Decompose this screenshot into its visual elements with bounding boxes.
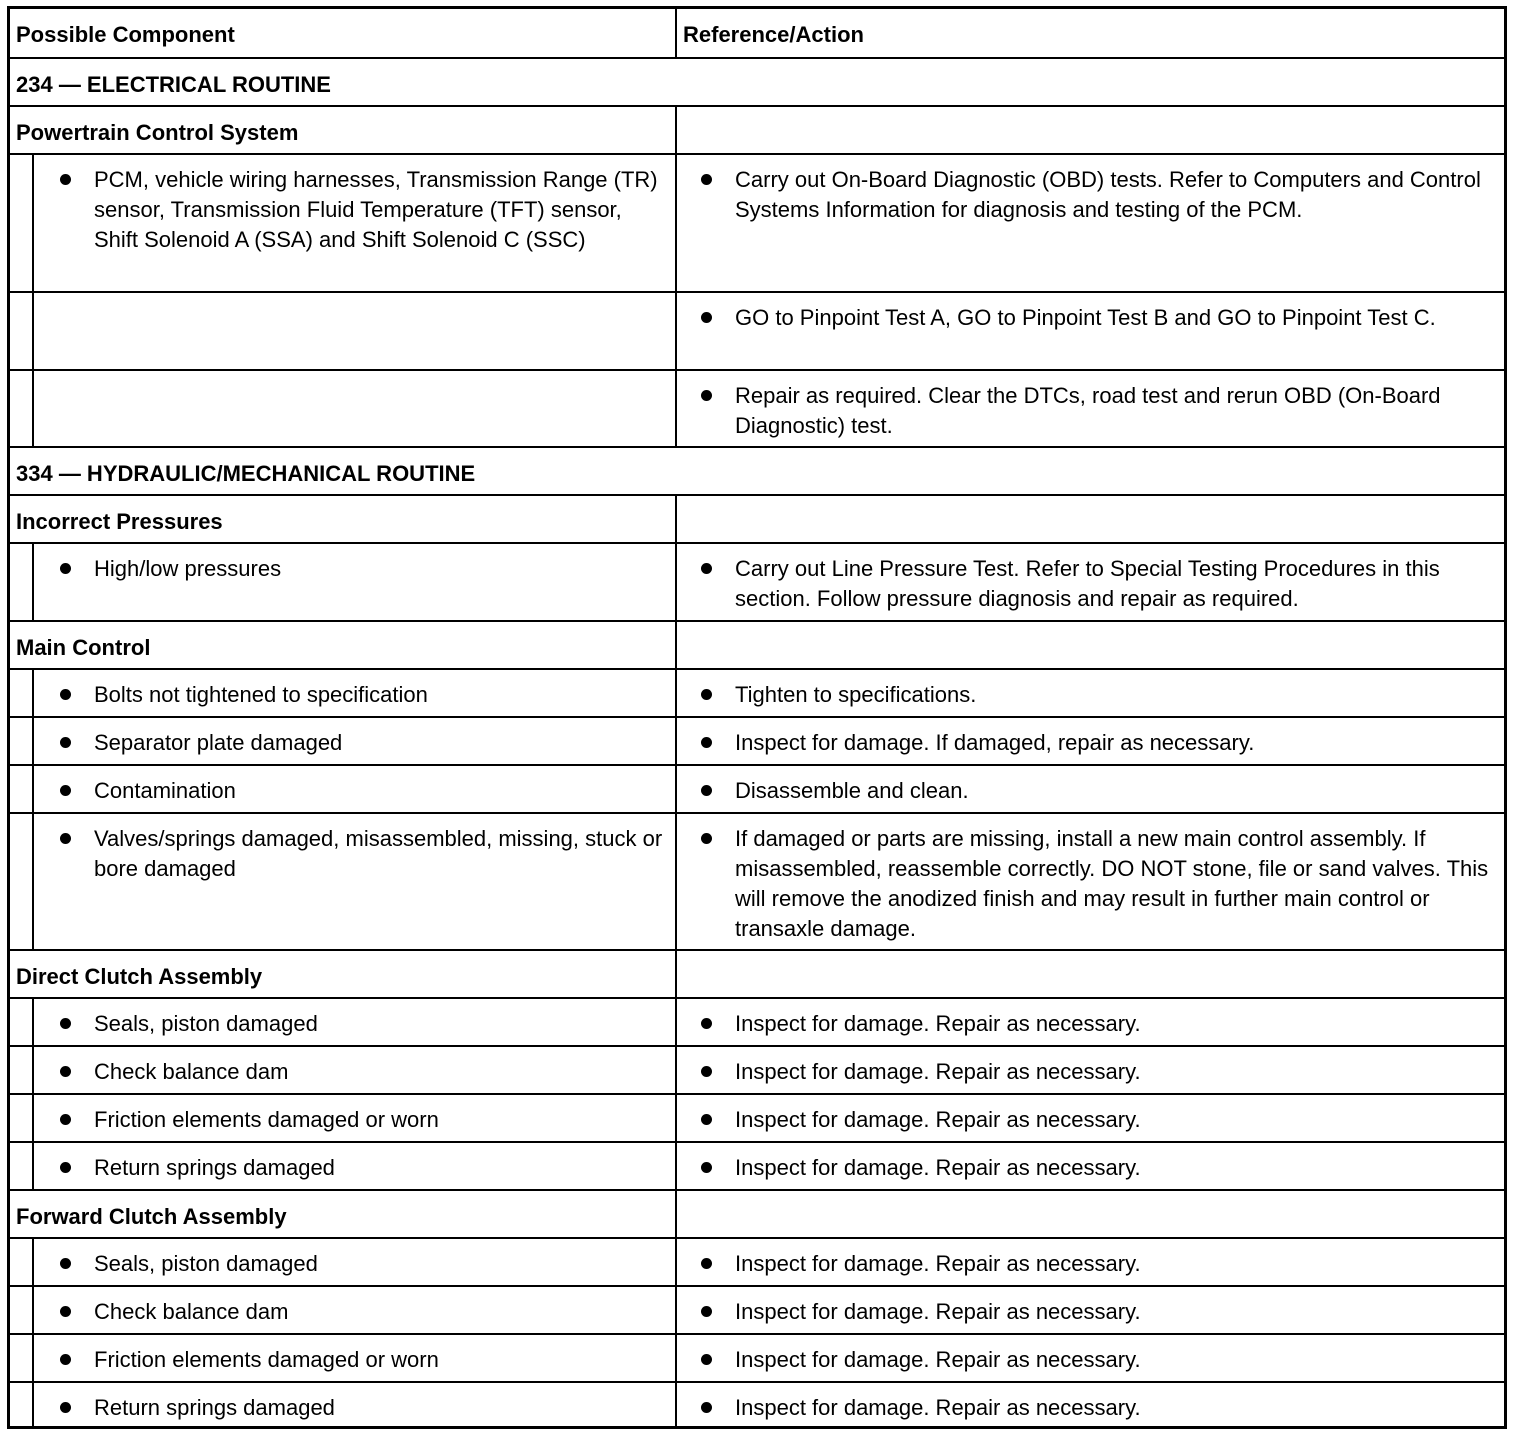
bullet-icon [701, 1258, 712, 1269]
indent-rail [10, 544, 34, 620]
table-row [10, 1381, 1504, 1426]
bullet-icon [701, 1162, 712, 1173]
action-cell [677, 1335, 1504, 1381]
table-row [10, 997, 1504, 1045]
table-row [10, 1141, 1504, 1189]
action-cell [677, 718, 1504, 764]
group-action-empty [677, 107, 1504, 153]
indent-rail [10, 1095, 34, 1141]
bullet-icon [60, 1066, 71, 1077]
action-cell [677, 1287, 1504, 1333]
action-text: Tighten to specifications. [735, 682, 977, 707]
action-cell [677, 155, 1504, 291]
component-text: Return springs damaged [94, 1395, 335, 1420]
component-text: PCM, vehicle wiring harnesses, Transmission Range (TR) sensor, Transmission Fluid Temperature (TFT) sensor, Shift Solenoid A (SSA) and Shift Solenoid C (SSC) [94, 167, 658, 252]
bullet-icon [701, 312, 712, 323]
bullet-icon [701, 1402, 712, 1413]
component-cell [10, 814, 677, 949]
component-cell [10, 155, 677, 291]
component-cell [10, 718, 677, 764]
component-text: Separator plate damaged [94, 730, 343, 755]
bullet-icon [701, 1354, 712, 1365]
table-row [10, 369, 1504, 446]
group-row [10, 949, 1504, 997]
action-text: If damaged or parts are missing, install a new main control assembly. If misassembled, reassemble correctly. DO NOT stone, file or sand valves. This will remove the anodized finish and may result in further main control or transaxle damage. [735, 826, 1489, 941]
action-cell [677, 1095, 1504, 1141]
bullet-icon [60, 737, 71, 748]
diagnosis-table [7, 6, 1507, 1429]
bullet-icon [701, 1018, 712, 1029]
indent-rail [10, 1335, 34, 1381]
indent-rail [10, 999, 34, 1045]
bullet-icon [60, 1018, 71, 1029]
group-title: Forward Clutch Assembly [10, 1191, 677, 1237]
action-text: Inspect for damage. Repair as necessary. [735, 1059, 1141, 1084]
table-row [10, 153, 1504, 291]
section-row [10, 57, 1504, 105]
action-cell [677, 544, 1504, 620]
action-text: Disassemble and clean. [735, 778, 969, 803]
bullet-icon [701, 390, 712, 401]
section-row [10, 446, 1504, 494]
table-row [10, 1237, 1504, 1285]
component-text: Check balance dam [94, 1059, 289, 1084]
table-row [10, 1333, 1504, 1381]
indent-rail [10, 766, 34, 812]
indent-rail [10, 1287, 34, 1333]
action-text: Inspect for damage. Repair as necessary. [735, 1155, 1141, 1180]
component-text: Contamination [94, 778, 236, 803]
component-text: Friction elements damaged or worn [94, 1347, 439, 1372]
bullet-icon [701, 174, 712, 185]
action-cell [677, 371, 1504, 446]
section-title: 334 — HYDRAULIC/MECHANICAL ROUTINE [16, 461, 476, 486]
action-cell [677, 293, 1504, 369]
component-cell [10, 544, 677, 620]
indent-rail [10, 1383, 34, 1426]
action-text: Carry out Line Pressure Test. Refer to Special Testing Procedures in this section. Follow pressure diagnosis and repair as required. [735, 556, 1440, 611]
bullet-icon [60, 833, 71, 844]
indent-rail [10, 1143, 34, 1189]
action-text: Inspect for damage. Repair as necessary. [735, 1395, 1141, 1420]
group-title: Powertrain Control System [10, 107, 677, 153]
bullet-icon [60, 1402, 71, 1413]
action-cell [677, 999, 1504, 1045]
table-row [10, 542, 1504, 620]
table-row [10, 291, 1504, 369]
bullet-icon [701, 689, 712, 700]
component-cell [10, 1287, 677, 1333]
group-action-empty [677, 951, 1504, 997]
action-cell [677, 670, 1504, 716]
component-text: Seals, piston damaged [94, 1011, 318, 1036]
group-title: Direct Clutch Assembly [10, 951, 677, 997]
component-cell [10, 670, 677, 716]
action-text: Inspect for damage. Repair as necessary. [735, 1011, 1141, 1036]
component-cell [10, 1383, 677, 1426]
header-possible-component: Possible Component [10, 9, 677, 57]
table-row [10, 668, 1504, 716]
component-cell [10, 1047, 677, 1093]
bullet-icon [701, 785, 712, 796]
table-row [10, 1045, 1504, 1093]
indent-rail [10, 293, 34, 369]
table-row [10, 716, 1504, 764]
group-title: Main Control [10, 622, 677, 668]
bullet-icon [60, 689, 71, 700]
component-cell [10, 1335, 677, 1381]
section-title: 234 — ELECTRICAL ROUTINE [16, 72, 331, 97]
action-text: GO to Pinpoint Test A, GO to Pinpoint Test B and GO to Pinpoint Test C. [735, 305, 1436, 330]
indent-rail [10, 718, 34, 764]
group-row [10, 620, 1504, 668]
group-action-empty [677, 622, 1504, 668]
bullet-icon [60, 174, 71, 185]
table-row [10, 812, 1504, 949]
group-action-empty [677, 1191, 1504, 1237]
component-cell [10, 1239, 677, 1285]
bullet-icon [701, 563, 712, 574]
action-cell [677, 1047, 1504, 1093]
table-row [10, 1093, 1504, 1141]
component-text: Friction elements damaged or worn [94, 1107, 439, 1132]
indent-rail [10, 1047, 34, 1093]
bullet-icon [60, 785, 71, 796]
component-text: Seals, piston damaged [94, 1251, 318, 1276]
table-row [10, 1285, 1504, 1333]
bullet-icon [60, 1258, 71, 1269]
action-cell [677, 1383, 1504, 1426]
action-text: Repair as required. Clear the DTCs, road test and rerun OBD (On-Board Diagnostic) test. [735, 383, 1441, 438]
component-text: Check balance dam [94, 1299, 289, 1324]
bullet-icon [60, 563, 71, 574]
bullet-icon [60, 1162, 71, 1173]
indent-rail [10, 670, 34, 716]
table-row [10, 764, 1504, 812]
group-row [10, 105, 1504, 153]
component-text: Return springs damaged [94, 1155, 335, 1180]
component-text: Bolts not tightened to specification [94, 682, 428, 707]
component-cell [10, 999, 677, 1045]
action-text: Inspect for damage. If damaged, repair as necessary. [735, 730, 1255, 755]
action-text: Carry out On-Board Diagnostic (OBD) tests. Refer to Computers and Control Systems Information for diagnosis and testing of the PCM. [735, 167, 1481, 222]
table-header-row [10, 9, 1504, 57]
indent-rail [10, 371, 34, 446]
bullet-icon [701, 1066, 712, 1077]
group-title: Incorrect Pressures [10, 496, 677, 542]
indent-rail [10, 814, 34, 949]
component-text: High/low pressures [94, 556, 282, 581]
bullet-icon [701, 1306, 712, 1317]
group-row [10, 494, 1504, 542]
action-text: Inspect for damage. Repair as necessary. [735, 1347, 1141, 1372]
header-reference-action: Reference/Action [683, 22, 864, 47]
group-row [10, 1189, 1504, 1237]
bullet-icon [60, 1306, 71, 1317]
component-cell [10, 293, 677, 369]
component-cell [10, 1143, 677, 1189]
group-action-empty [677, 496, 1504, 542]
action-cell [677, 814, 1504, 949]
action-text: Inspect for damage. Repair as necessary. [735, 1299, 1141, 1324]
component-cell [10, 766, 677, 812]
indent-rail [10, 1239, 34, 1285]
component-text: Valves/springs damaged, misassembled, missing, stuck or bore damaged [94, 826, 663, 881]
indent-rail [10, 155, 34, 291]
bullet-icon [701, 737, 712, 748]
action-cell [677, 1239, 1504, 1285]
component-cell [10, 1095, 677, 1141]
bullet-icon [701, 1114, 712, 1125]
component-cell [10, 371, 677, 446]
action-cell [677, 1143, 1504, 1189]
action-cell [677, 766, 1504, 812]
bullet-icon [60, 1354, 71, 1365]
action-text: Inspect for damage. Repair as necessary. [735, 1251, 1141, 1276]
bullet-icon [60, 1114, 71, 1125]
bullet-icon [701, 833, 712, 844]
action-text: Inspect for damage. Repair as necessary. [735, 1107, 1141, 1132]
